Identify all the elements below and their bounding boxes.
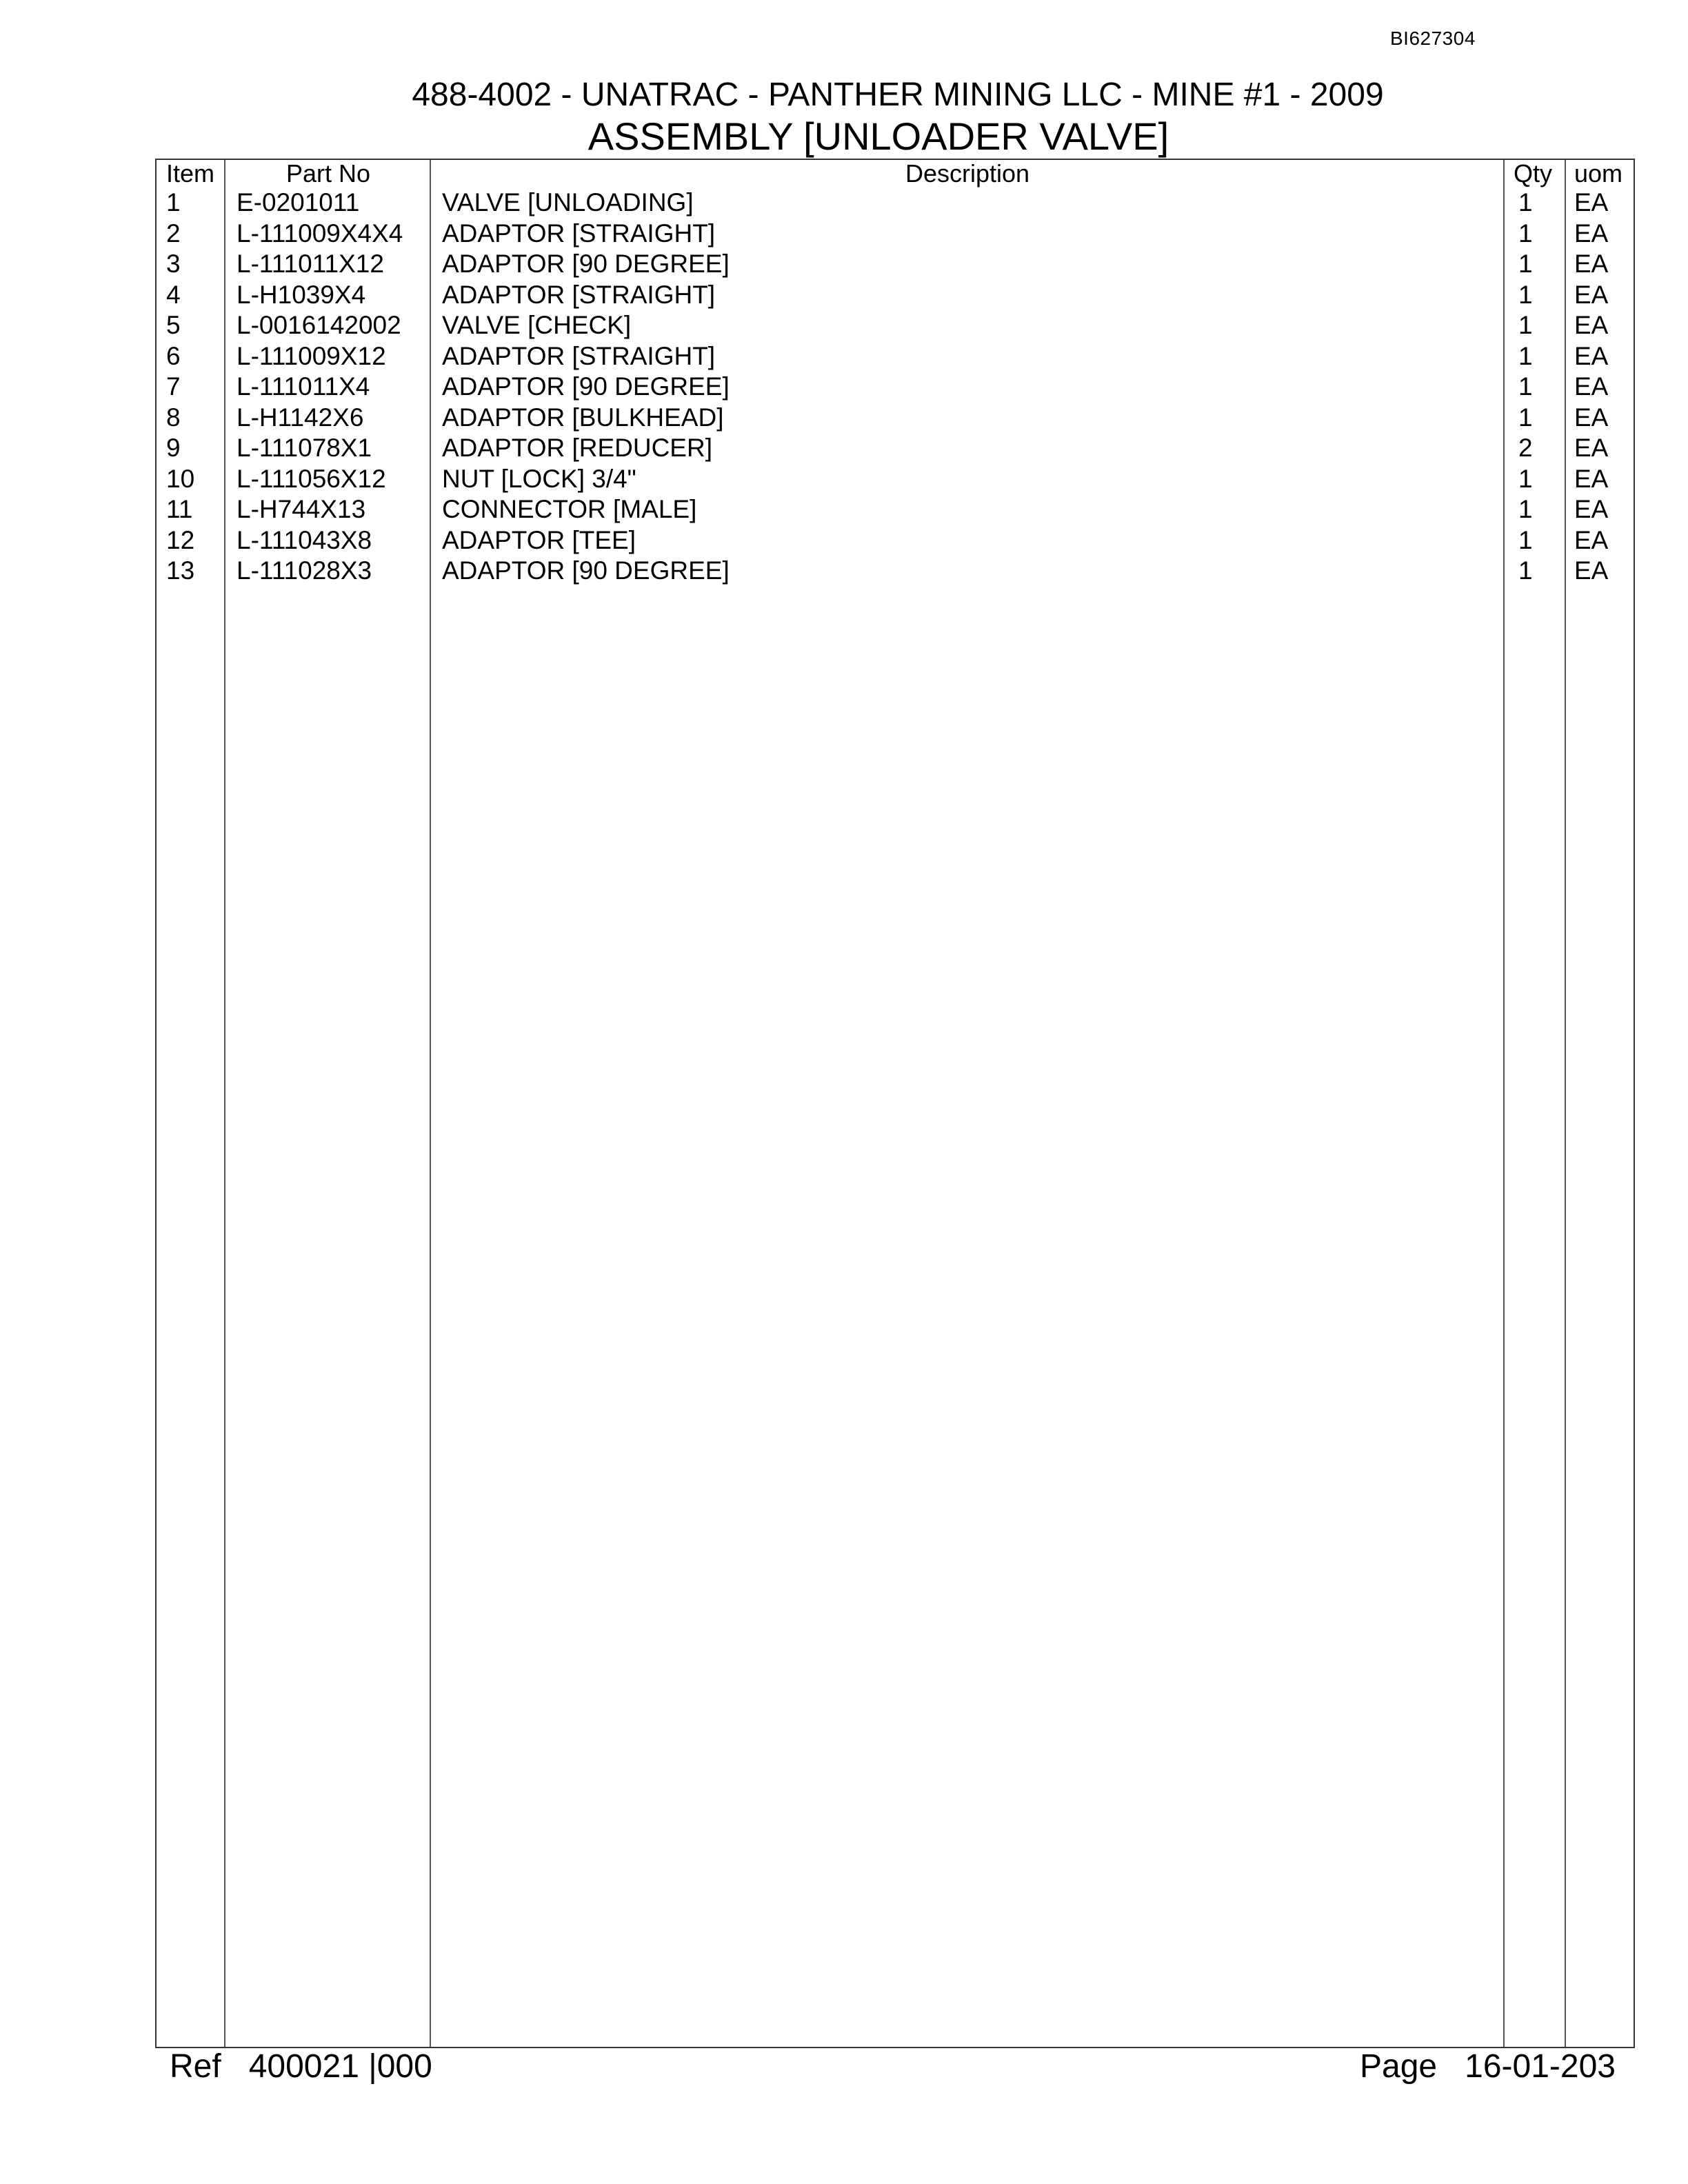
cell-qty: 1 (1518, 311, 1533, 339)
cell-uom: EA (1574, 280, 1609, 309)
cell-uom: EA (1574, 250, 1609, 278)
table-body (157, 188, 1634, 587)
cell-qty: 1 (1518, 341, 1533, 370)
cell-description: ADAPTOR [STRAIGHT] (442, 280, 716, 309)
parts-table (155, 159, 1635, 2048)
cell-uom: EA (1574, 556, 1609, 585)
cell-description: VALVE [UNLOADING] (442, 188, 694, 216)
footer-page (1360, 2048, 1616, 2085)
cell-item: 2 (166, 219, 181, 247)
cell-part-no: L-111009X4X4 (237, 219, 403, 247)
cell-part-no: L-H1142X6 (237, 403, 364, 432)
cell-part-no: E-0201011 (237, 188, 360, 216)
ref-label: Ref (170, 2048, 221, 2085)
cell-uom: EA (1574, 434, 1609, 462)
page-value: 16-01-203 (1465, 2048, 1616, 2085)
cell-description: ADAPTOR [STRAIGHT] (442, 219, 716, 247)
assembly-title: ASSEMBLY [UNLOADER VALVE] (587, 114, 1169, 158)
table-row (157, 525, 1634, 556)
cell-item: 3 (166, 250, 181, 278)
cell-description: CONNECTOR [MALE] (442, 495, 697, 523)
table-row (157, 219, 1634, 250)
cell-uom: EA (1574, 464, 1609, 493)
cell-uom: EA (1574, 495, 1609, 523)
cell-uom: EA (1574, 403, 1609, 432)
cell-part-no: L-111043X8 (237, 525, 372, 554)
cell-uom: EA (1574, 372, 1609, 401)
cell-item: 1 (166, 188, 181, 216)
cell-qty: 1 (1518, 280, 1533, 309)
cell-qty: 1 (1518, 188, 1533, 216)
cell-description: ADAPTOR [90 DEGREE] (442, 556, 730, 585)
document-title: 488-4002 - UNATRAC - PANTHER MINING LLC - MINE #1 - 2009 (412, 77, 1384, 113)
table-row (157, 341, 1634, 372)
table-row (157, 280, 1634, 311)
page-label: Page (1360, 2048, 1438, 2085)
cell-uom: EA (1574, 311, 1609, 339)
table-row (157, 372, 1634, 403)
cell-description: VALVE [CHECK] (442, 311, 632, 339)
footer-ref (170, 2048, 432, 2085)
cell-qty: 2 (1518, 434, 1533, 462)
table-row (157, 433, 1634, 464)
cell-qty: 1 (1518, 525, 1533, 554)
cell-part-no: L-111011X12 (237, 250, 384, 278)
table-row (157, 403, 1634, 434)
cell-item: 6 (166, 341, 181, 370)
cell-part-no: L-H744X13 (237, 495, 366, 523)
table-row (157, 310, 1634, 341)
table-row (157, 494, 1634, 525)
cell-part-no: L-111011X4 (237, 372, 370, 401)
cell-item: 8 (166, 403, 181, 432)
table-row (157, 464, 1634, 495)
cell-qty: 1 (1518, 403, 1533, 432)
cell-qty: 1 (1518, 464, 1533, 493)
ref-value: 400021 |000 (248, 2048, 432, 2085)
cell-description: ADAPTOR [90 DEGREE] (442, 250, 730, 278)
cell-qty: 1 (1518, 219, 1533, 247)
cell-item: 11 (166, 495, 193, 523)
cell-description: NUT [LOCK] 3/4" (442, 464, 636, 493)
cell-item: 5 (166, 311, 181, 339)
cell-item: 7 (166, 372, 181, 401)
cell-part-no: L-111028X3 (237, 556, 372, 585)
cell-qty: 1 (1518, 250, 1533, 278)
header-description: Description (905, 159, 1030, 188)
cell-description: ADAPTOR [BULKHEAD] (442, 403, 724, 432)
cell-part-no: L-0016142002 (237, 311, 401, 339)
cell-qty: 1 (1518, 495, 1533, 523)
cell-part-no: L-H1039X4 (237, 280, 366, 309)
cell-part-no: L-111009X12 (237, 341, 386, 370)
document-id: BI627304 (1390, 28, 1476, 49)
cell-description: ADAPTOR [TEE] (442, 525, 636, 554)
cell-qty: 1 (1518, 556, 1533, 585)
cell-item: 13 (166, 556, 195, 585)
table-row (157, 556, 1634, 587)
header-item: Item (166, 159, 215, 188)
table-row (157, 188, 1634, 219)
cell-part-no: L-111078X1 (237, 434, 372, 462)
cell-description: ADAPTOR [REDUCER] (442, 434, 712, 462)
header-part-no: Part No (286, 159, 371, 188)
cell-uom: EA (1574, 188, 1609, 216)
header-qty: Qty (1514, 159, 1553, 188)
cell-description: ADAPTOR [90 DEGREE] (442, 372, 730, 401)
table-row (157, 249, 1634, 280)
header-uom: uom (1574, 159, 1623, 188)
cell-uom: EA (1574, 219, 1609, 247)
cell-uom: EA (1574, 525, 1609, 554)
cell-uom: EA (1574, 341, 1609, 370)
cell-item: 12 (166, 525, 195, 554)
cell-qty: 1 (1518, 372, 1533, 401)
cell-item: 4 (166, 280, 181, 309)
cell-item: 9 (166, 434, 181, 462)
cell-item: 10 (166, 464, 195, 493)
cell-description: ADAPTOR [STRAIGHT] (442, 341, 716, 370)
cell-part-no: L-111056X12 (237, 464, 386, 493)
